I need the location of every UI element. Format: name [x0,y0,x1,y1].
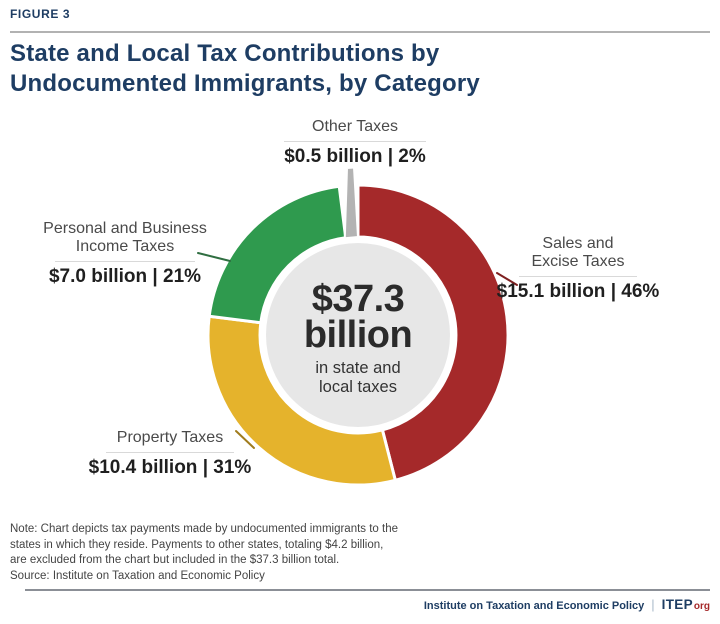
source-line: Source: Institute on Taxation and Economic Policy [10,569,265,582]
callout-property-value: $10.4 billion | 31% [88,457,252,478]
callout-income-name-line2: Income Taxes [75,238,175,255]
note-line1: Note: Chart depicts tax payments made by undocumented immigrants to the [10,523,399,535]
footer-divider [25,589,710,591]
itep-logo-suffix: org [693,601,710,612]
callout-sales-name-line2: Excise Taxes [531,253,625,270]
callout-income-taxes [25,220,225,288]
note-line2: states in which they reside. Payments to other states, totaling $4.2 billion, [10,538,384,551]
figure-label: FIGURE 3 [10,7,71,21]
callout-income-value: $7.0 billion | 21% [48,266,202,287]
callout-sales-name-line1: Sales and [542,235,614,252]
footer-separator: | [651,597,655,612]
center-amount: $37.3 [311,278,405,320]
center-caption-line2: local taxes [319,378,397,396]
callout-sales-taxes [478,235,678,303]
callout-income-divider [55,261,195,262]
chart-note [10,522,490,584]
page-title-line2: Undocumented Immigrants, by Category [10,70,480,97]
callout-income-name-line1: Personal and Business [43,220,207,237]
page-title-line1: State and Local Tax Contributions by [10,40,440,67]
callout-other-taxes [255,118,455,168]
footer-org-name: Institute on Taxation and Economic Policy [423,600,645,612]
callout-property-divider [106,452,234,453]
itep-logo [662,597,710,612]
callout-sales-divider [519,276,637,277]
itep-logo-text: ITEP [661,597,693,612]
center-caption [268,359,448,397]
segment-other-taxes [345,168,358,239]
callout-other-name: Other Taxes [312,118,398,135]
callout-sales-value: $15.1 billion | 46% [496,281,660,302]
center-caption-line1: in state and [315,359,401,377]
callout-property-taxes [70,429,270,479]
callout-property-name: Property Taxes [116,429,224,446]
note-line3: are excluded from the chart but included in the $37.3 billion total. [10,554,340,566]
footer [424,597,710,612]
callout-other-value: $0.5 billion | 2% [284,146,426,167]
callout-other-divider [284,141,426,142]
center-unit: billion [303,314,413,356]
donut-center-total [268,278,448,397]
